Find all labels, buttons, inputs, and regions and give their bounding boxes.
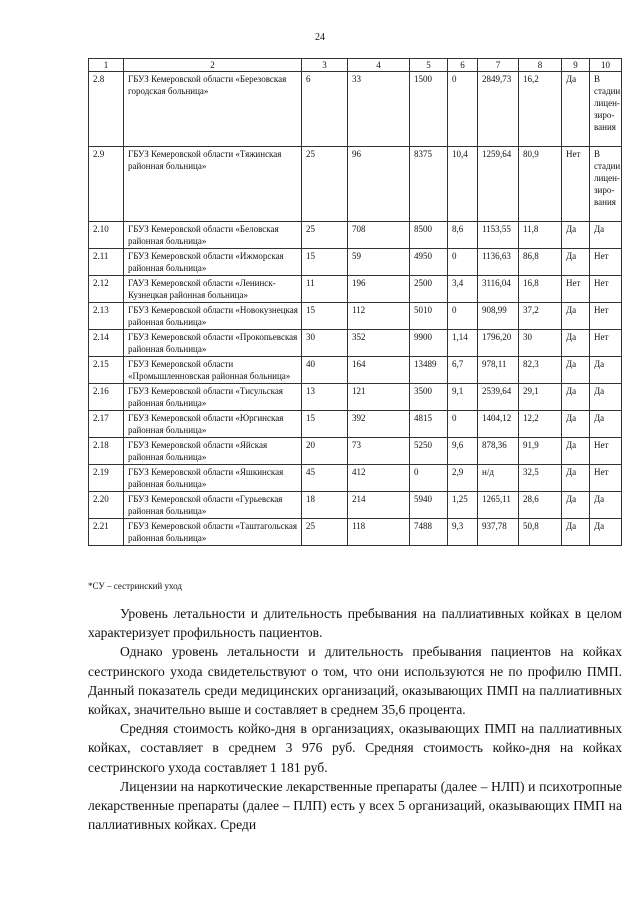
table-cell: 28,6 [519,492,562,519]
table-cell: 4950 [410,249,448,276]
license-status-cell: Нет [590,438,622,465]
license-status-cell: Нет [590,465,622,492]
organization-name-cell: ГБУЗ Кемеровской области «Новокузнецкая районная больница» [124,303,302,330]
paragraph: Уровень летальности и длительность пребывания на паллиативных койках в целом характеризует профильность пациентов. [88,606,622,641]
table-cell: Да [562,411,590,438]
table-cell: 91,9 [519,438,562,465]
table-cell: 978,11 [478,357,519,384]
table-cell: 2.20 [89,492,124,519]
table-row [89,72,622,147]
table-cell: 214 [348,492,410,519]
column-header: 1 [89,59,124,72]
table-cell: 11 [302,276,348,303]
table-cell: 33 [348,72,410,147]
table-row [89,492,622,519]
column-header: 5 [410,59,448,72]
organization-name-cell: ГАУЗ Кемеровской области «Ленинск-Кузнецкая районная больница» [124,276,302,303]
table-cell: 30 [302,330,348,357]
hospitals-table [88,58,622,546]
license-status-cell: Да [590,519,622,546]
table-cell: 86,8 [519,249,562,276]
table-cell: 3116,04 [478,276,519,303]
table-row [89,222,622,249]
paragraph: Однако уровень летальности и длительность пребывания пациентов на койках сестринского ухода свидетельствуют о том, что они используются не по профилю ПМП. Данный показатель среди медицинских организаций, оказывающих ПМП на паллиативных койках, значительно выше и составляет в среднем 35,6 процента. [88,644,622,718]
table-cell: 0 [410,465,448,492]
license-status-cell: Нет [590,303,622,330]
table-cell: 6,7 [448,357,478,384]
table-cell: 0 [448,249,478,276]
organization-name-cell: ГБУЗ Кемеровской области «Тяжинская районная больница» [124,147,302,222]
license-status-cell: Да [590,357,622,384]
table-cell: Да [562,249,590,276]
table-cell: 2539,64 [478,384,519,411]
table-cell: 37,2 [519,303,562,330]
table-cell: 2.15 [89,357,124,384]
table-cell: 2.19 [89,465,124,492]
table-cell: 9,6 [448,438,478,465]
table-cell: 412 [348,465,410,492]
table-row [89,384,622,411]
table-cell: 0 [448,303,478,330]
table-cell: 1153,55 [478,222,519,249]
table-cell: 1,25 [448,492,478,519]
body-text [88,604,622,834]
table-cell: 25 [302,147,348,222]
license-status-cell: В стадии лицен-зиро-вания [590,72,622,147]
table-cell: 18 [302,492,348,519]
table-cell: 2849,73 [478,72,519,147]
table-cell: 1265,11 [478,492,519,519]
table-cell: 30 [519,330,562,357]
table-cell: 2.18 [89,438,124,465]
table-cell: 15 [302,249,348,276]
table-cell: 118 [348,519,410,546]
organization-name-cell: ГБУЗ Кемеровской области «Промышленновская районная больница» [124,357,302,384]
table-cell: 3500 [410,384,448,411]
organization-name-cell: ГБУЗ Кемеровской области «Березовская городская больница» [124,72,302,147]
table-row [89,438,622,465]
table-body [89,72,622,546]
table-cell: 0 [448,72,478,147]
table-cell: Да [562,222,590,249]
table-cell: 2.21 [89,519,124,546]
table-cell: 121 [348,384,410,411]
table-cell: 2.16 [89,384,124,411]
table-row [89,519,622,546]
table-cell: 4815 [410,411,448,438]
table-row [89,465,622,492]
paragraph: Средняя стоимость койко-дня в организациях, оказывающих ПМП на паллиативных койках, составляет в среднем 3 976 руб. Средняя стоимость койко-дня на койках сестринского ухода составляет 1 181 руб. [88,721,622,775]
table-header-row [89,59,622,72]
table-cell: 5940 [410,492,448,519]
table-cell: 196 [348,276,410,303]
table-cell: 40 [302,357,348,384]
table-cell: 112 [348,303,410,330]
table-row [89,147,622,222]
table-cell: 20 [302,438,348,465]
table-cell: 5250 [410,438,448,465]
page-number: 24 [315,32,325,43]
organization-name-cell: ГБУЗ Кемеровской области «Прокопьевская районная больница» [124,330,302,357]
table-cell: 1,14 [448,330,478,357]
column-header: 10 [590,59,622,72]
license-status-cell: Да [590,492,622,519]
table-cell: 16,8 [519,276,562,303]
table-row [89,330,622,357]
table-cell: 2.12 [89,276,124,303]
table-cell: 12,2 [519,411,562,438]
paragraph: Лицензии на наркотические лекарственные препараты (далее – НЛП) и психотропные лекарственные препараты (далее – ПЛП) есть у всех 5 организаций, оказывающих ПМП на паллиативных койках. Среди [88,778,622,833]
table-cell: 878,36 [478,438,519,465]
table-cell: 8500 [410,222,448,249]
license-status-cell: Да [590,411,622,438]
table-cell: Да [562,492,590,519]
table-cell: 1259,64 [478,147,519,222]
table-cell: 9,3 [448,519,478,546]
table-cell: 59 [348,249,410,276]
table-cell: 2.10 [89,222,124,249]
column-header: 3 [302,59,348,72]
organization-name-cell: ГБУЗ Кемеровской области «Беловская районная больница» [124,222,302,249]
table-row [89,357,622,384]
table-cell: 2.8 [89,72,124,147]
license-status-cell: Нет [590,330,622,357]
license-status-cell: Да [590,384,622,411]
column-header: 8 [519,59,562,72]
table-cell: 50,8 [519,519,562,546]
table-cell: 7488 [410,519,448,546]
column-header: 6 [448,59,478,72]
table-cell: 8,6 [448,222,478,249]
table-cell: 2500 [410,276,448,303]
table-cell: 13489 [410,357,448,384]
organization-name-cell: ГБУЗ Кемеровской области «Яшкинская районная больница» [124,465,302,492]
table-cell: 708 [348,222,410,249]
license-status-cell: Нет [590,276,622,303]
footnote: *СУ – сестринский уход [88,581,182,591]
organization-name-cell: ГБУЗ Кемеровской области «Гурьевская районная больница» [124,492,302,519]
table-cell: 45 [302,465,348,492]
organization-name-cell: ГБУЗ Кемеровской области «Юргинская районная больница» [124,411,302,438]
table-cell: 29,1 [519,384,562,411]
organization-name-cell: ГБУЗ Кемеровской области «Тисульская районная больница» [124,384,302,411]
table-cell: 5010 [410,303,448,330]
table-cell: Нет [562,147,590,222]
table-cell: 2.11 [89,249,124,276]
table-cell: 15 [302,303,348,330]
table-cell: 1404,12 [478,411,519,438]
table-cell: 0 [448,411,478,438]
table-cell: 73 [348,438,410,465]
table-cell: 32,5 [519,465,562,492]
table-cell: 1796,20 [478,330,519,357]
organization-name-cell: ГБУЗ Кемеровской области «Яйская районная больница» [124,438,302,465]
organization-name-cell: ГБУЗ Кемеровской области «Ижморская районная больница» [124,249,302,276]
table-cell: 2.9 [89,147,124,222]
table-cell: Да [562,519,590,546]
table-cell: 392 [348,411,410,438]
license-status-cell: Нет [590,249,622,276]
table-row [89,249,622,276]
table-cell: 10,4 [448,147,478,222]
table-cell: 352 [348,330,410,357]
table-cell: Да [562,438,590,465]
table-cell: 80,9 [519,147,562,222]
table-cell: Нет [562,276,590,303]
table-cell: 2.14 [89,330,124,357]
table-cell: 8375 [410,147,448,222]
table-row [89,276,622,303]
table-cell: 1136,63 [478,249,519,276]
table-cell: 82,3 [519,357,562,384]
table-cell: Да [562,357,590,384]
table-row [89,411,622,438]
table-cell: 11,8 [519,222,562,249]
table-cell: 15 [302,411,348,438]
column-header: 4 [348,59,410,72]
table-cell: 3,4 [448,276,478,303]
table-cell: 16,2 [519,72,562,147]
table-cell: 2,9 [448,465,478,492]
table-cell: 25 [302,222,348,249]
table-cell: 6 [302,72,348,147]
table-cell: Да [562,303,590,330]
table-cell: Да [562,72,590,147]
table-cell: 1500 [410,72,448,147]
table-cell: 2.17 [89,411,124,438]
table-cell: 908,99 [478,303,519,330]
table-cell: 96 [348,147,410,222]
table-cell: 13 [302,384,348,411]
column-header: 2 [124,59,302,72]
table-cell: Да [562,465,590,492]
table-cell: Да [562,330,590,357]
table-cell: Да [562,384,590,411]
table-cell: 25 [302,519,348,546]
table-cell: 164 [348,357,410,384]
table-cell: 937,78 [478,519,519,546]
license-status-cell: В стадии лицен-зиро-вания [590,147,622,222]
table-row [89,303,622,330]
table-cell: 9,1 [448,384,478,411]
table-cell: 9900 [410,330,448,357]
column-header: 7 [478,59,519,72]
organization-name-cell: ГБУЗ Кемеровской области «Таштагольская районная больница» [124,519,302,546]
table-cell: н/д [478,465,519,492]
column-header: 9 [562,59,590,72]
table-cell: 2.13 [89,303,124,330]
license-status-cell: Да [590,222,622,249]
